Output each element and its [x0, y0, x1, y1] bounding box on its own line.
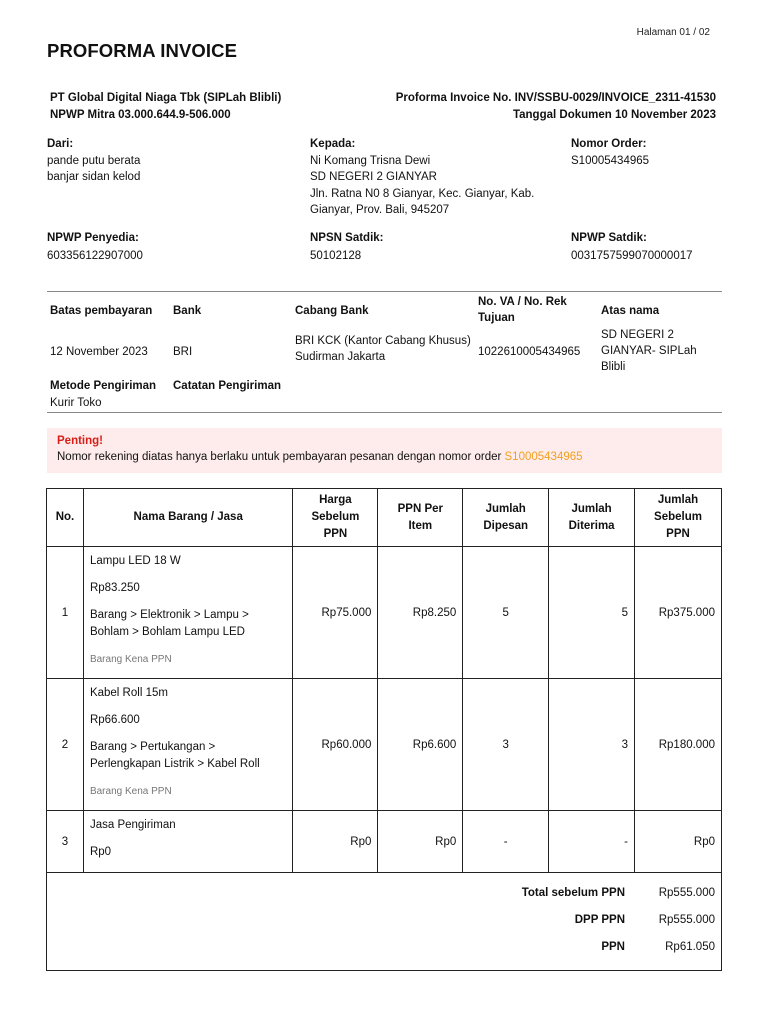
payment-section	[47, 291, 722, 413]
shipping-method-header: Metode Pengiriman	[50, 380, 157, 392]
account-name-header: Atas nama	[601, 305, 660, 317]
from-label: Dari:	[47, 138, 74, 150]
items-table	[46, 488, 722, 971]
row-received: 3	[549, 679, 635, 811]
subtotal-line	[461, 884, 721, 902]
item-unit-price: Rp83.250	[89, 582, 140, 594]
dpp-value: Rp555.000	[658, 914, 715, 926]
row-price: Rp60.000	[293, 679, 378, 811]
row-item	[83, 679, 293, 811]
ppn-value: Rp61.050	[665, 941, 715, 953]
va-header-line: Tujuan	[478, 312, 515, 324]
item-name: Jasa Pengiriman	[89, 819, 176, 831]
invoice-date: Tanggal Dokumen 10 November 2023	[512, 109, 716, 121]
shipping-notes-header: Catatan Pengiriman	[173, 380, 281, 392]
dpp-label: DPP PPN	[574, 914, 625, 926]
item-category: Bohlam > Bohlam Lampu LED	[89, 626, 245, 638]
npwp-satdik	[571, 229, 731, 265]
npwp-penyedia	[47, 229, 297, 265]
item-name: Kabel Roll 15m	[89, 687, 168, 699]
col-header-received	[549, 489, 635, 547]
account-name	[601, 327, 697, 375]
notice-text: Nomor rekening diatas hanya berlaku untuk pembayaran pesanan dengan nomor order	[57, 451, 502, 463]
header-line: Jumlah	[571, 502, 612, 515]
payment-deadline-header: Batas pembayaran	[50, 305, 153, 317]
header-line: Dipesan	[483, 519, 529, 532]
branch-header: Cabang Bank	[295, 305, 369, 317]
document-title: PROFORMA INVOICE	[47, 40, 238, 61]
account-name-line: GIANYAR- SIPLah	[601, 345, 697, 357]
table-row	[47, 811, 722, 873]
from-line: banjar sidan kelod	[47, 171, 141, 183]
table-row	[47, 547, 722, 679]
important-notice	[47, 428, 722, 473]
branch-line: BRI KCK (Kantor Cabang Khusus)	[295, 335, 471, 347]
row-ppn: Rp6.600	[378, 679, 463, 811]
header-line: Sebelum	[311, 511, 360, 523]
to-block	[310, 136, 560, 219]
npwp-satdik-label: NPWP Satdik:	[571, 232, 647, 244]
header-line: PPN	[666, 528, 690, 540]
invoice-number: Proforma Invoice No. INV/SSBU-0029/INVOICE_2311-41530	[395, 92, 716, 104]
npsn-satdik-value: 50102128	[310, 250, 362, 262]
to-label: Kepada:	[310, 138, 356, 150]
va-number: 1022610005434965	[478, 346, 581, 358]
header-line: Sebelum	[654, 511, 702, 523]
totals-row	[47, 873, 722, 971]
col-header-name: Nama Barang / Jasa	[83, 489, 293, 547]
order-block	[571, 136, 731, 169]
col-header-no: No.	[47, 489, 84, 547]
row-received: 5	[549, 547, 635, 679]
npwp-satdik-value: 0031757599070000017	[571, 250, 693, 262]
row-ppn: Rp8.250	[378, 547, 463, 679]
header-line: PPN Per	[397, 502, 444, 515]
table-row	[47, 679, 722, 811]
item-category: Perlengkapan Listrik > Kabel Roll	[89, 758, 260, 770]
col-header-ordered	[463, 489, 549, 547]
from-block	[47, 136, 297, 186]
item-tax-tag: Barang Kena PPN	[89, 654, 172, 665]
notice-title: Penting!	[57, 435, 103, 447]
subtotal-value: Rp555.000	[658, 887, 715, 899]
va-header	[478, 294, 567, 326]
row-item	[83, 547, 293, 679]
item-name: Lampu LED 18 W	[89, 555, 181, 567]
to-line: SD NEGERI 2 GIANYAR	[310, 171, 437, 183]
payment-deadline: 12 November 2023	[50, 346, 148, 358]
row-total: Rp180.000	[635, 679, 722, 811]
account-name-line: SD NEGERI 2	[601, 329, 674, 341]
from-line: pande putu berata	[47, 154, 141, 167]
bank-name: BRI	[173, 346, 193, 358]
shipping-method: Kurir Toko	[50, 397, 102, 409]
order-label: Nomor Order:	[571, 138, 647, 150]
col-header-ppn	[378, 489, 463, 547]
totals-cell	[47, 873, 722, 971]
table-header-row	[47, 489, 722, 547]
col-header-total	[635, 489, 722, 547]
bank-header: Bank	[173, 305, 202, 317]
row-total: Rp375.000	[635, 547, 722, 679]
seller-info	[50, 90, 281, 124]
npsn-satdik-label: NPSN Satdik:	[310, 232, 384, 244]
account-name-line: Blibli	[601, 361, 626, 373]
header-line: Item	[408, 519, 433, 532]
row-ppn: Rp0	[378, 811, 463, 873]
notice-order-number: S10005434965	[504, 451, 583, 463]
ppn-label: PPN	[601, 941, 625, 953]
item-category: Barang > Elektronik > Lampu >	[89, 609, 249, 621]
row-no: 2	[47, 679, 84, 811]
row-ordered: 5	[463, 547, 549, 679]
npwp-penyedia-label: NPWP Penyedia:	[47, 232, 139, 244]
item-unit-price: Rp0	[89, 846, 112, 858]
row-no: 3	[47, 811, 84, 873]
npsn-satdik	[310, 229, 560, 265]
subtotal-label: Total sebelum PPN	[521, 887, 625, 899]
item-unit-price: Rp66.600	[89, 714, 140, 726]
item-category: Barang > Pertukangan >	[89, 741, 216, 753]
va-header-line: No. VA / No. Rek	[478, 296, 567, 308]
header-line: Jumlah	[657, 494, 699, 506]
header-line: Jumlah	[485, 502, 526, 515]
header-line: Harga	[319, 494, 352, 506]
to-line: Ni Komang Trisna Dewi	[310, 154, 431, 167]
branch-line: Sudirman Jakarta	[295, 351, 386, 363]
header-line: Diterima	[568, 519, 615, 532]
ppn-line	[461, 938, 721, 956]
dpp-line	[461, 911, 721, 929]
page-indicator: Halaman 01 / 02	[636, 27, 710, 38]
row-ordered: -	[463, 811, 549, 873]
npwp-penyedia-value: 603356122907000	[47, 250, 143, 262]
row-price: Rp0	[293, 811, 378, 873]
row-no: 1	[47, 547, 84, 679]
invoice-meta	[396, 90, 716, 124]
to-line: Gianyar, Prov. Bali, 945207	[310, 204, 450, 216]
to-line: Jln. Ratna N0 8 Gianyar, Kec. Gianyar, Kab.	[310, 187, 535, 200]
col-header-price	[293, 489, 378, 547]
order-number: S10005434965	[571, 154, 650, 167]
notice-message	[57, 449, 712, 466]
branch-name	[295, 333, 471, 365]
row-total: Rp0	[635, 811, 722, 873]
header-line: PPN	[323, 528, 348, 540]
row-ordered: 3	[463, 679, 549, 811]
row-item	[83, 811, 293, 873]
row-received: -	[549, 811, 635, 873]
seller-npwp: NPWP Mitra 03.000.644.9-506.000	[50, 109, 231, 121]
item-tax-tag: Barang Kena PPN	[89, 786, 172, 797]
row-price: Rp75.000	[293, 547, 378, 679]
seller-name: PT Global Digital Niaga Tbk (SIPLah Blibli)	[50, 92, 282, 104]
